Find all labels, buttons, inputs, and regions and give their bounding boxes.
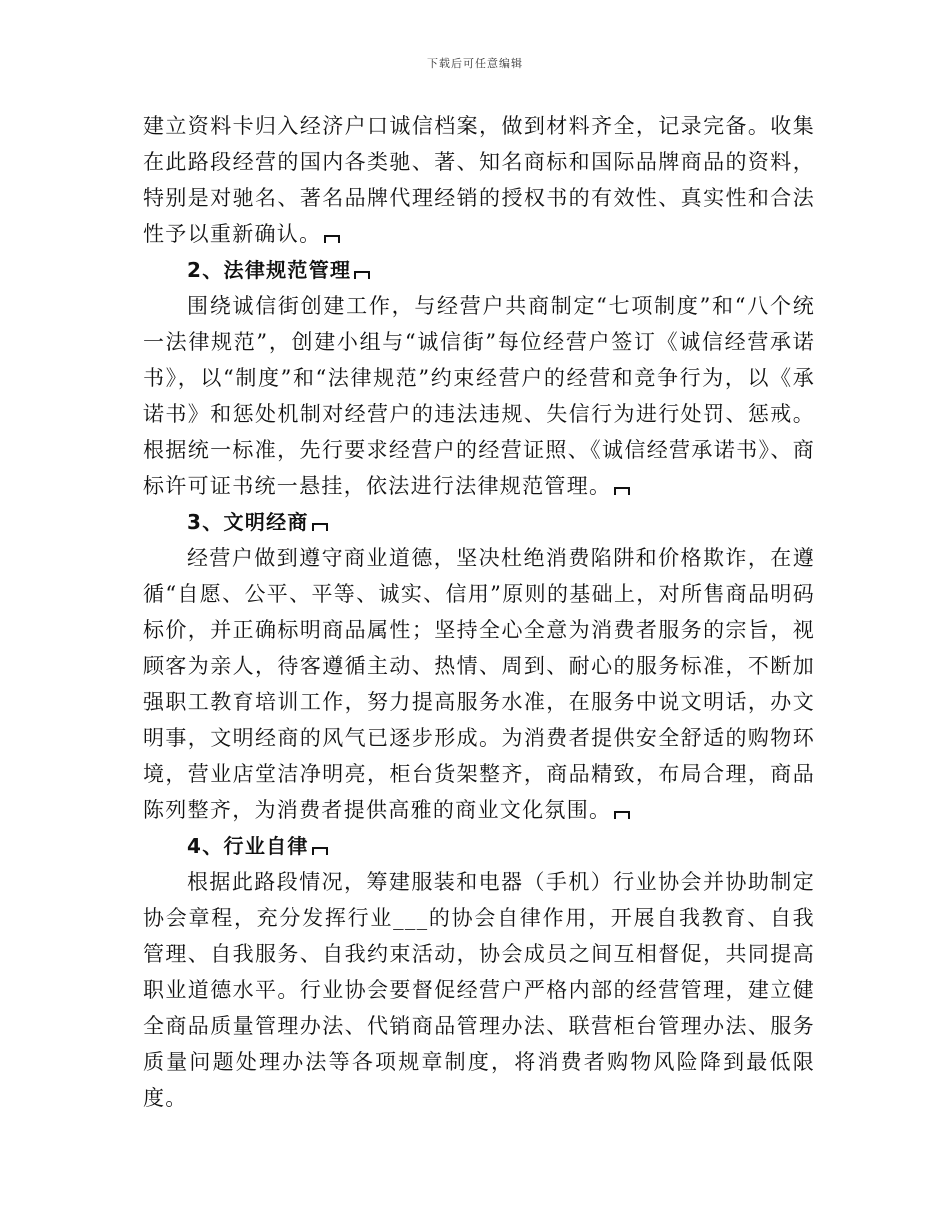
- paragraph-end-mark-icon: [614, 487, 630, 495]
- heading-industry-self-discipline: [143, 828, 815, 864]
- paragraph-text: 围绕诚信街创建工作，与经营户共商制定“七项制度”和“八个统一法律规范”，创建小组与“诚信街”每位经营户签订《诚信经营承诺书》，以“制度”和“法律规范”约束经营户的经营和竞争行为，以《承诺书》和惩处机制对经营户的违法违规、失信行为进行处罚、惩戒。根据统一标准，先行要求经营户的经营证照、《诚信经营承诺书》、商标许可证书统一悬挂，依法进行法律规范管理。: [143, 294, 815, 498]
- heading-text: 2、法律规范管理: [187, 258, 352, 282]
- paragraph-legal-management: [143, 288, 815, 504]
- paragraph-text: 建立资料卡归入经济户口诚信档案，做到材料齐全，记录完备。收集在此路段经营的国内各类驰、著、知名商标和国际品牌商品的资料，特别是对驰名、著名品牌代理经销的授权书的有效性、真实性和合法性予以重新确认。: [143, 114, 815, 246]
- document-body: [143, 108, 815, 1116]
- paragraph-text: 根据此路段情况，筹建服装和电器（手机）行业协会并协助制定协会章程，充分发挥行业___的协会自律作用，开展自我教育、自我管理、自我服务、自我约束活动，协会成员之间互相督促，共同提高职业道德水平。行业协会要督促经营户严格内部的经营管理，建立健全商品质量管理办法、代销商品管理办法、联营柜台管理办法、服务质量问题处理办法等各项规章制度，将消费者购物风险降到最低限度。: [143, 870, 815, 1110]
- paragraph-archive: [143, 108, 815, 252]
- paragraph-text: 经营户做到遵守商业道德，坚决杜绝消费陷阱和价格欺诈，在遵循“自愿、公平、平等、诚实、信用”原则的基础上，对所售商品明码标价，并正确标明商品属性；坚持全心全意为消费者服务的宗旨，视顾客为亲人，待客遵循主动、热情、周到、耐心的服务标准，不断加强职工教育培训工作，努力提高服务水准，在服务中说文明话，办文明事，文明经商的风气已逐步形成。为消费者提供安全舒适的购物环境，营业店堂洁净明亮，柜台货架整齐，商品精致，布局合理，商品陈列整齐，为消费者提供高雅的商业文化氛围。: [143, 546, 815, 822]
- heading-text: 4、行业自律: [187, 834, 309, 858]
- heading-civilized-business: [143, 504, 815, 540]
- paragraph-end-mark-icon: [614, 811, 630, 819]
- paragraph-end-mark-icon: [312, 523, 328, 531]
- page-header-note: 下载后可任意编辑: [427, 57, 523, 70]
- paragraph-end-mark-icon: [354, 271, 370, 279]
- paragraph-end-mark-icon: [324, 235, 340, 243]
- heading-legal-management: [143, 252, 815, 288]
- paragraph-civilized-business: [143, 540, 815, 828]
- paragraph-industry-self-discipline: [143, 864, 815, 1116]
- heading-text: 3、文明经商: [187, 510, 309, 534]
- paragraph-end-mark-icon: [312, 847, 328, 855]
